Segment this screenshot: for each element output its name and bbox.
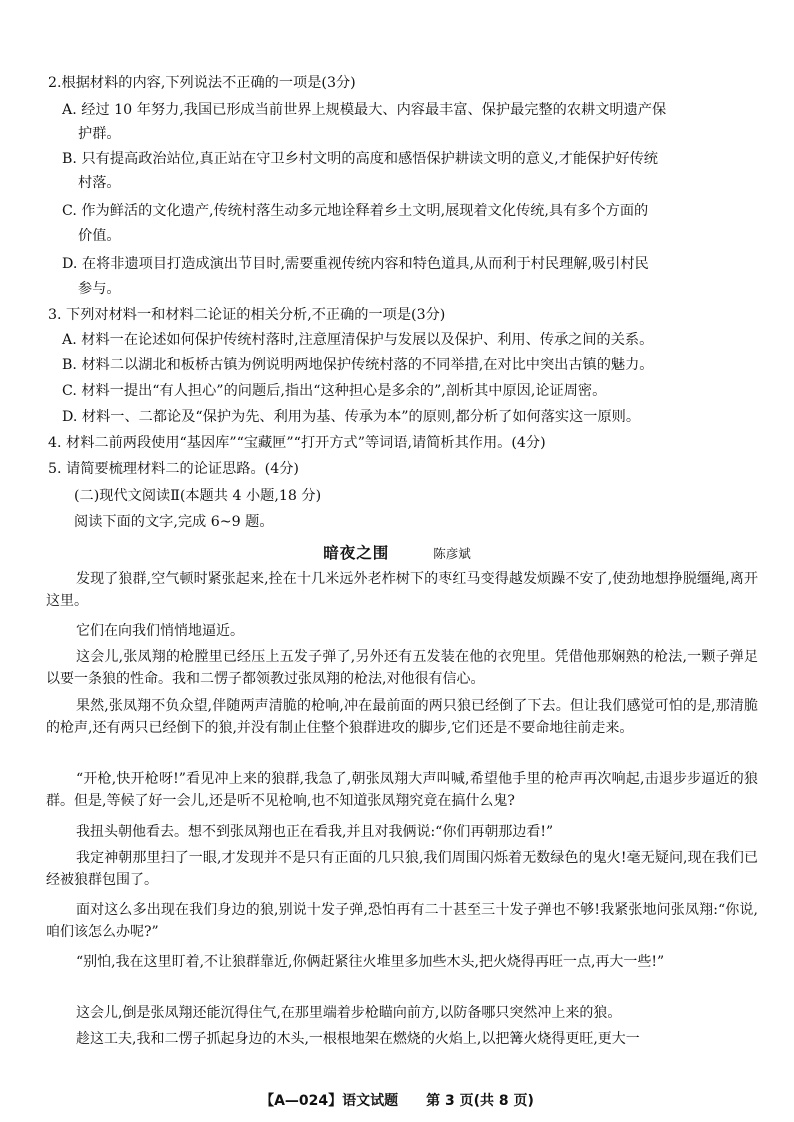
story-paragraph-8: 面对这么多出现在我们身边的狼,别说十发子弹,恐怕再有二十甚至三十发子弹也不够!我紧张地问张凤翔:“你说,咱们该怎么办呢?”: [46, 902, 758, 940]
story-paragraph-11: 趁这工夫,我和二愣子抓起身边的木头,一根根地架在燃烧的火焰上,以把篝火烧得更旺,更大一: [76, 1031, 640, 1047]
story-author: 陈彦斌: [433, 546, 471, 561]
question-2-stem: 2.根据材料的内容,下列说法不正确的一项是(3分): [48, 75, 356, 91]
question-2-option-c-cont: 价值。: [78, 228, 121, 244]
question-3-option-d: D. 材料一、二都论及“保护为先、利用为基、传承为本”的原则,都分析了如何落实这一原则。: [62, 409, 641, 425]
story-paragraph-10: 这会儿,倒是张凤翔还能沉得住气,在那里端着步枪瞄向前方,以防备哪只突然冲上来的狼。: [76, 1005, 622, 1021]
story-paragraph-2: 它们在向我们悄悄地逼近。: [76, 623, 244, 639]
story-paragraph-4: 果然,张凤翔不负众望,伴随两声清脆的枪响,冲在最前面的两只狼已经倒了下去。但让我们感觉可怕的是,那清脆的枪声,还有两只已经倒下的狼,并没有制止住整个狼群进攻的脚步,它们还是不要命地往前走来。: [46, 698, 758, 736]
question-2-option-d: D. 在将非遗项目打造成演出节目时,需要重视传统内容和特色道具,从而利于村民理解,吸引村民: [62, 256, 649, 272]
story-paragraph-5: “开枪,快开枪呀!”看见冲上来的狼群,我急了,朝张凤翔大声叫喊,希望他手里的枪声再次响起,击退步步逼近的狼群。但是,等候了好一会儿,还是听不见枪响,也不知道张凤翔究竟在搞什么鬼?: [46, 771, 758, 809]
story-paragraph-3: 这会儿,张凤翔的枪膛里已经压上五发子弹了,另外还有五发装在他的衣兜里。凭借他那娴熟的枪法,一颗子弹足以要一条狼的性命。我和二愣子都领教过张凤翔的枪法,对他很有信心。: [46, 649, 758, 687]
section-instruction: 阅读下面的文字,完成 6~9 题。: [74, 514, 274, 530]
story-paragraph-9: “别怕,我在这里盯着,不让狼群靠近,你俩赶紧往火堆里多加些木头,把火烧得再旺一点,再大一些!”: [76, 954, 665, 970]
section-heading: (二)现代文阅读Ⅱ(本题共 4 小题,18 分): [74, 488, 322, 504]
page-number: 第 3 页(共 8 页): [426, 1093, 534, 1109]
exam-code: 【A—024】语文试题: [260, 1093, 399, 1109]
question-5: 5. 请简要梳理材料二的论证思路。(4分): [48, 461, 299, 477]
question-2-option-b: B. 只有提高政治站位,真正站在守卫乡村文明的高度和感悟保护耕读文明的意义,才能保护好传统: [62, 151, 658, 167]
story-paragraph-1: 发现了狼群,空气顿时紧张起来,拴在十几米远外老柞树下的枣红马变得越发烦躁不安了,使劲地想挣脱缰绳,离开这里。: [46, 571, 758, 609]
question-2-option-d-cont: 参与。: [78, 281, 121, 297]
story-title: 暗夜之围: [323, 544, 390, 562]
question-3-stem: 3. 下列对材料一和材料二论证的相关分析,不正确的一项是(3分): [48, 307, 446, 323]
page-footer: [0, 1090, 794, 1110]
story-title-row: [0, 541, 794, 563]
story-paragraph-7: 我定神朝那里扫了一眼,才发现并不是只有正面的几只狼,我们周围闪烁着无数绿色的鬼火!毫无疑问,现在我们已经被狼群包围了。: [46, 850, 758, 888]
question-3-option-a: A. 材料一在论述如何保护传统村落时,注意厘清保护与发展以及保护、利用、传承之间的关系。: [62, 332, 654, 348]
question-2-option-b-cont: 村落。: [78, 175, 121, 191]
story-paragraph-6: 我扭头朝他看去。想不到张凤翔也正在看我,并且对我俩说:“你们再朝那边看!”: [76, 824, 554, 840]
question-4: 4. 材料二前两段使用“基因库”“宝藏匣”“打开方式”等词语,请简析其作用。(4分): [48, 435, 546, 451]
question-2-option-a-cont: 护群。: [78, 126, 121, 142]
question-2-option-c: C. 作为鲜活的文化遗产,传统村落生动多元地诠释着乡土文明,展现着文化传统,具有多个方面的: [62, 203, 649, 219]
question-3-option-b: B. 材料二以湖北和板桥古镇为例说明两地保护传统村落的不同举措,在对比中突出古镇的魅力。: [62, 357, 654, 373]
question-3-option-c: C. 材料一提出“有人担心”的问题后,指出“这种担心是多余的”,剖析其中原因,论证周密。: [62, 383, 607, 399]
question-2-option-a: A. 经过 10 年努力,我国已形成当前世界上规模最大、内容最丰富、保护最完整的农耕文明遗产保: [62, 102, 667, 118]
